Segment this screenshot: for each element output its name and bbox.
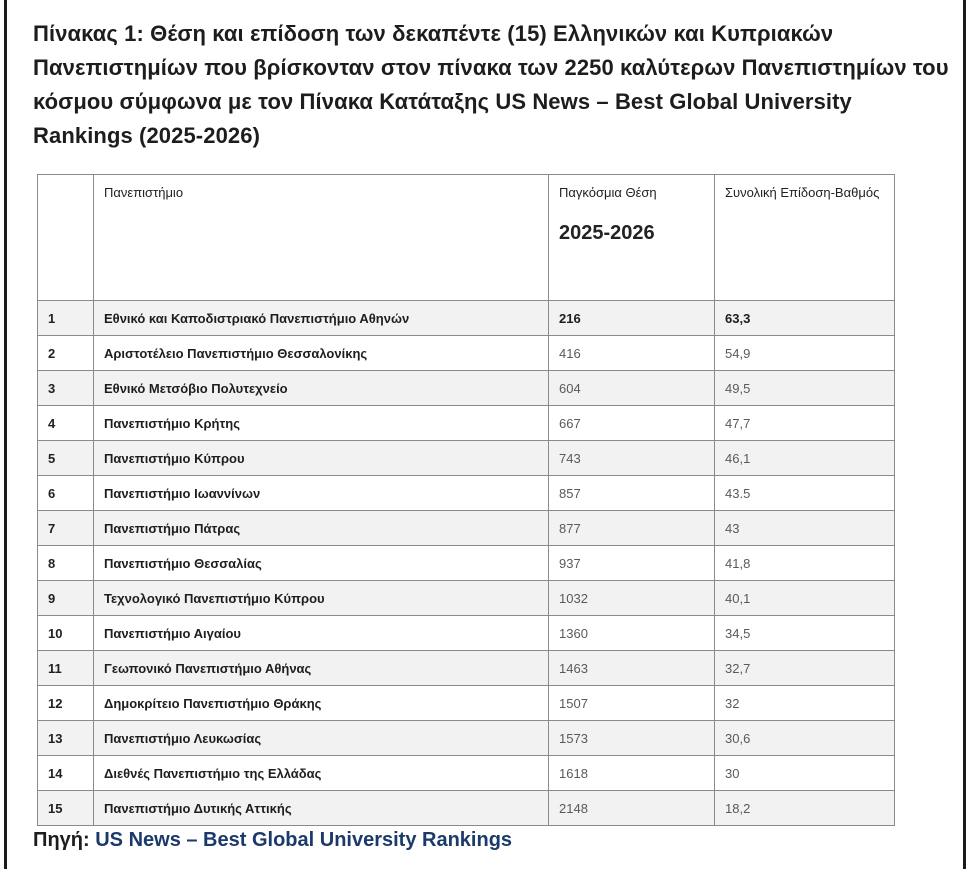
cell-rank: 9 [38, 581, 94, 616]
cell-global-position: 937 [549, 546, 715, 581]
table-row [38, 581, 895, 616]
cell-global-position: 216 [549, 301, 715, 336]
cell-global-position: 416 [549, 336, 715, 371]
cell-global-position: 857 [549, 476, 715, 511]
cell-score: 47,7 [715, 406, 895, 441]
table-row [38, 371, 895, 406]
cell-rank: 10 [38, 616, 94, 651]
cell-global-position: 877 [549, 511, 715, 546]
cell-global-position: 1032 [549, 581, 715, 616]
cell-university: Πανεπιστήμιο Αιγαίου [94, 616, 549, 651]
table-row [38, 546, 895, 581]
cell-university: Εθνικό Μετσόβιο Πολυτεχνείο [94, 371, 549, 406]
cell-global-position: 604 [549, 371, 715, 406]
cell-global-position: 1573 [549, 721, 715, 756]
cell-rank: 2 [38, 336, 94, 371]
cell-rank: 13 [38, 721, 94, 756]
header-score: Συνολική Επίδοση-Βαθμός [715, 175, 895, 301]
document-frame [4, 0, 966, 869]
cell-global-position: 1463 [549, 651, 715, 686]
source-note [33, 829, 512, 852]
cell-global-position: 1360 [549, 616, 715, 651]
cell-rank: 8 [38, 546, 94, 581]
cell-score: 43.5 [715, 476, 895, 511]
cell-score: 40,1 [715, 581, 895, 616]
header-university: Πανεπιστήμιο [94, 175, 549, 301]
cell-rank: 4 [38, 406, 94, 441]
cell-global-position: 2148 [549, 791, 715, 826]
table-row [38, 791, 895, 826]
cell-score: 32,7 [715, 651, 895, 686]
cell-score: 49,5 [715, 371, 895, 406]
cell-score: 30,6 [715, 721, 895, 756]
table-row [38, 721, 895, 756]
cell-university: Πανεπιστήμιο Κρήτης [94, 406, 549, 441]
source-label: Πηγή: [33, 829, 90, 851]
table-row [38, 616, 895, 651]
table-row [38, 651, 895, 686]
cell-rank: 5 [38, 441, 94, 476]
cell-rank: 14 [38, 756, 94, 791]
cell-university: Πανεπιστήμιο Ιωαννίνων [94, 476, 549, 511]
cell-rank: 1 [38, 301, 94, 336]
cell-score: 32 [715, 686, 895, 721]
table-caption: Πίνακας 1: Θέση και επίδοση των δεκαπέντε (15) Ελληνικών και Κυπριακών Πανεπιστημίων που βρίσκονταν στον πίνακα των 2250 καλύτερων Πανεπιστημίων του κόσμου σύμφωνα με τον Πίνακα Κατάταξης US News – Best Global University Rankings (2025-2026) [33, 21, 949, 148]
cell-score: 43 [715, 511, 895, 546]
table-row [38, 756, 895, 791]
cell-university: Διεθνές Πανεπιστήμιο της Ελλάδας [94, 756, 549, 791]
cell-university: Πανεπιστήμιο Θεσσαλίας [94, 546, 549, 581]
cell-score: 30 [715, 756, 895, 791]
table-row [38, 301, 895, 336]
cell-global-position: 1507 [549, 686, 715, 721]
cell-rank: 11 [38, 651, 94, 686]
cell-rank: 6 [38, 476, 94, 511]
cell-university: Εθνικό και Καποδιστριακό Πανεπιστήμιο Αθηνών [94, 301, 549, 336]
cell-university: Δημοκρίτειο Πανεπιστήμιο Θράκης [94, 686, 549, 721]
cell-university: Τεχνολογικό Πανεπιστήμιο Κύπρου [94, 581, 549, 616]
cell-university: Πανεπιστήμιο Κύπρου [94, 441, 549, 476]
cell-university: Γεωπονικό Πανεπιστήμιο Αθήνας [94, 651, 549, 686]
cell-score: 63,3 [715, 301, 895, 336]
cell-university: Αριστοτέλειο Πανεπιστήμιο Θεσσαλονίκης [94, 336, 549, 371]
header-global-position-label: Παγκόσμια Θέση [559, 185, 657, 200]
header-rank [38, 175, 94, 301]
cell-rank: 12 [38, 686, 94, 721]
source-link[interactable]: US News – Best Global University Rankings [95, 829, 513, 851]
header-global-position [549, 175, 715, 301]
cell-score: 54,9 [715, 336, 895, 371]
cell-rank: 3 [38, 371, 94, 406]
cell-rank: 7 [38, 511, 94, 546]
cell-score: 34,5 [715, 616, 895, 651]
table-row [38, 406, 895, 441]
table-row [38, 441, 895, 476]
cell-global-position: 1618 [549, 756, 715, 791]
cell-rank: 15 [38, 791, 94, 826]
table-row [38, 686, 895, 721]
header-year: 2025-2026 [559, 222, 655, 244]
table-row [38, 511, 895, 546]
rankings-table [37, 174, 895, 826]
cell-university: Πανεπιστήμιο Λευκωσίας [94, 721, 549, 756]
table-row [38, 476, 895, 511]
table-row [38, 336, 895, 371]
cell-score: 41,8 [715, 546, 895, 581]
cell-score: 18,2 [715, 791, 895, 826]
table-header-row [38, 175, 895, 301]
cell-score: 46,1 [715, 441, 895, 476]
cell-global-position: 667 [549, 406, 715, 441]
cell-university: Πανεπιστήμιο Πάτρας [94, 511, 549, 546]
cell-global-position: 743 [549, 441, 715, 476]
cell-university: Πανεπιστήμιο Δυτικής Αττικής [94, 791, 549, 826]
